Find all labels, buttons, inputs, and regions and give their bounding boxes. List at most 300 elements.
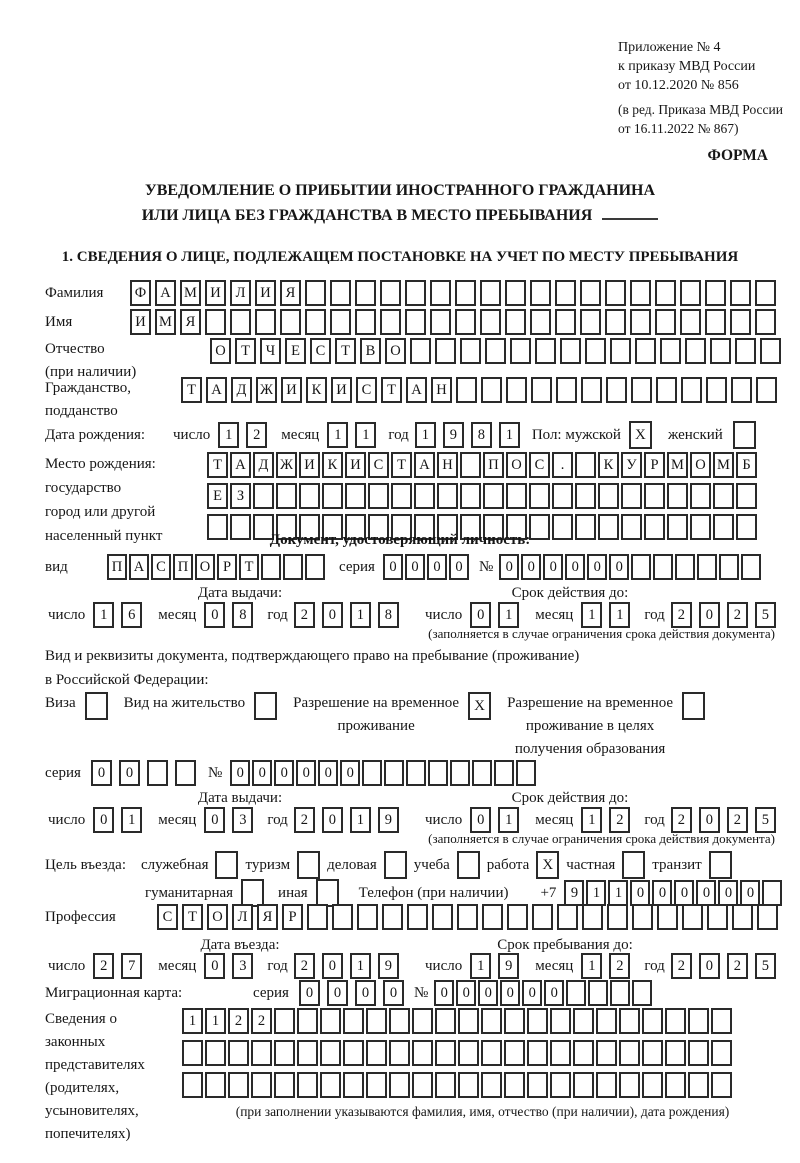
form-cell[interactable] <box>619 1040 640 1066</box>
form-cell[interactable] <box>330 309 351 335</box>
form-cell[interactable]: С <box>356 377 377 403</box>
form-cell[interactable]: Т <box>381 377 402 403</box>
form-cell[interactable]: А <box>406 377 427 403</box>
form-cell[interactable] <box>732 904 753 930</box>
form-cell[interactable]: А <box>129 554 149 580</box>
form-cell[interactable] <box>414 483 435 509</box>
form-cell[interactable] <box>582 904 603 930</box>
form-cell[interactable] <box>552 483 573 509</box>
form-cell[interactable] <box>481 377 502 403</box>
form-cell[interactable] <box>680 280 701 306</box>
form-cell[interactable]: 1 <box>498 807 519 833</box>
form-cell[interactable] <box>274 1008 295 1034</box>
form-cell[interactable]: 0 <box>674 880 694 906</box>
form-cell[interactable] <box>711 1072 732 1098</box>
form-cell[interactable] <box>430 280 451 306</box>
purpose-other-checkbox[interactable] <box>316 879 339 907</box>
form-cell[interactable]: И <box>205 280 226 306</box>
form-cell[interactable]: 2 <box>93 953 114 979</box>
form-cell[interactable]: 1 <box>470 953 491 979</box>
form-cell[interactable]: 2 <box>294 602 315 628</box>
form-cell[interactable] <box>450 760 470 786</box>
form-cell[interactable]: О <box>506 452 527 478</box>
form-cell[interactable]: 0 <box>456 980 476 1006</box>
purpose-official-checkbox[interactable] <box>215 851 238 879</box>
form-cell[interactable] <box>382 904 403 930</box>
form-cell[interactable]: В <box>360 338 381 364</box>
form-cell[interactable]: 0 <box>405 554 425 580</box>
form-cell[interactable] <box>644 483 665 509</box>
form-cell[interactable] <box>631 377 652 403</box>
form-cell[interactable]: 5 <box>755 807 776 833</box>
form-cell[interactable]: 0 <box>427 554 447 580</box>
form-cell[interactable] <box>505 309 526 335</box>
form-cell[interactable]: 1 <box>609 602 630 628</box>
form-cell[interactable]: 2 <box>671 602 692 628</box>
form-cell[interactable] <box>527 1008 548 1034</box>
form-cell[interactable] <box>481 1008 502 1034</box>
form-cell[interactable]: 0 <box>252 760 272 786</box>
form-cell[interactable] <box>389 1072 410 1098</box>
form-cell[interactable] <box>635 338 656 364</box>
form-cell[interactable]: 0 <box>630 880 650 906</box>
purpose-work-checkbox[interactable]: X <box>536 851 559 879</box>
form-cell[interactable] <box>660 338 681 364</box>
form-cell[interactable] <box>205 1072 226 1098</box>
form-cell[interactable]: 0 <box>383 980 404 1006</box>
form-cell[interactable]: М <box>155 309 176 335</box>
form-cell[interactable] <box>665 1072 686 1098</box>
form-cell[interactable] <box>605 280 626 306</box>
form-cell[interactable] <box>681 377 702 403</box>
form-cell[interactable]: 2 <box>294 807 315 833</box>
form-cell[interactable] <box>596 1072 617 1098</box>
form-cell[interactable]: Д <box>231 377 252 403</box>
form-cell[interactable] <box>632 980 652 1006</box>
form-cell[interactable] <box>280 309 301 335</box>
form-cell[interactable]: Ч <box>260 338 281 364</box>
form-cell[interactable]: 0 <box>718 880 738 906</box>
form-cell[interactable] <box>380 280 401 306</box>
form-cell[interactable]: 0 <box>699 602 720 628</box>
form-cell[interactable]: 1 <box>93 602 114 628</box>
form-cell[interactable]: И <box>255 280 276 306</box>
form-cell[interactable] <box>504 1008 525 1034</box>
form-cell[interactable]: С <box>151 554 171 580</box>
form-cell[interactable]: П <box>483 452 504 478</box>
form-cell[interactable]: 0 <box>565 554 585 580</box>
form-cell[interactable]: Л <box>230 280 251 306</box>
form-cell[interactable]: 1 <box>350 953 371 979</box>
form-cell[interactable] <box>230 309 251 335</box>
form-cell[interactable]: 2 <box>727 807 748 833</box>
form-cell[interactable] <box>619 1008 640 1034</box>
form-cell[interactable]: 9 <box>498 953 519 979</box>
form-cell[interactable] <box>575 452 596 478</box>
form-cell[interactable]: 8 <box>232 602 253 628</box>
form-cell[interactable] <box>667 483 688 509</box>
form-cell[interactable] <box>261 554 281 580</box>
form-cell[interactable]: 8 <box>378 602 399 628</box>
form-cell[interactable] <box>688 1072 709 1098</box>
form-cell[interactable]: 2 <box>609 953 630 979</box>
purpose-business-checkbox[interactable] <box>384 851 407 879</box>
form-cell[interactable]: 0 <box>470 807 491 833</box>
form-cell[interactable]: 6 <box>121 602 142 628</box>
form-cell[interactable] <box>530 309 551 335</box>
form-cell[interactable] <box>432 904 453 930</box>
form-cell[interactable]: 0 <box>204 953 225 979</box>
form-cell[interactable] <box>435 1008 456 1034</box>
form-cell[interactable]: И <box>299 452 320 478</box>
temporary-residence-checkbox[interactable]: X <box>468 692 491 720</box>
form-cell[interactable]: С <box>529 452 550 478</box>
form-cell[interactable]: З <box>230 483 251 509</box>
form-cell[interactable] <box>575 483 596 509</box>
form-cell[interactable]: М <box>713 452 734 478</box>
form-cell[interactable] <box>228 1040 249 1066</box>
form-cell[interactable] <box>555 309 576 335</box>
form-cell[interactable]: Т <box>181 377 202 403</box>
form-cell[interactable] <box>483 483 504 509</box>
form-cell[interactable] <box>516 760 536 786</box>
form-cell[interactable] <box>482 904 503 930</box>
form-cell[interactable]: 0 <box>609 554 629 580</box>
form-cell[interactable] <box>283 554 303 580</box>
form-cell[interactable]: Р <box>282 904 303 930</box>
form-cell[interactable] <box>228 1072 249 1098</box>
form-cell[interactable] <box>688 1008 709 1034</box>
form-cell[interactable] <box>610 980 630 1006</box>
form-cell[interactable] <box>557 904 578 930</box>
form-cell[interactable] <box>428 760 448 786</box>
form-cell[interactable] <box>680 309 701 335</box>
form-cell[interactable] <box>755 309 776 335</box>
form-cell[interactable]: М <box>667 452 688 478</box>
form-cell[interactable]: 1 <box>498 602 519 628</box>
form-cell[interactable]: Я <box>180 309 201 335</box>
form-cell[interactable]: 1 <box>608 880 628 906</box>
form-cell[interactable] <box>412 1040 433 1066</box>
form-cell[interactable] <box>665 1040 686 1066</box>
form-cell[interactable] <box>182 1040 203 1066</box>
form-cell[interactable]: С <box>368 452 389 478</box>
form-cell[interactable] <box>710 338 731 364</box>
form-cell[interactable]: 2 <box>246 422 267 448</box>
form-cell[interactable] <box>274 1072 295 1098</box>
form-cell[interactable] <box>566 980 586 1006</box>
form-cell[interactable] <box>585 338 606 364</box>
form-cell[interactable] <box>435 338 456 364</box>
form-cell[interactable]: Н <box>437 452 458 478</box>
form-cell[interactable]: 0 <box>383 554 403 580</box>
form-cell[interactable] <box>598 483 619 509</box>
form-cell[interactable] <box>529 483 550 509</box>
form-cell[interactable]: 9 <box>378 953 399 979</box>
form-cell[interactable]: 2 <box>251 1008 272 1034</box>
form-cell[interactable] <box>730 309 751 335</box>
form-cell[interactable]: 0 <box>296 760 316 786</box>
form-cell[interactable] <box>550 1040 571 1066</box>
form-cell[interactable]: 0 <box>91 760 112 786</box>
form-cell[interactable] <box>366 1072 387 1098</box>
form-cell[interactable] <box>355 309 376 335</box>
form-cell[interactable]: 9 <box>564 880 584 906</box>
form-cell[interactable] <box>506 377 527 403</box>
form-cell[interactable] <box>655 280 676 306</box>
form-cell[interactable] <box>713 483 734 509</box>
form-cell[interactable]: 0 <box>119 760 140 786</box>
form-cell[interactable]: 1 <box>205 1008 226 1034</box>
form-cell[interactable] <box>405 280 426 306</box>
form-cell[interactable] <box>581 377 602 403</box>
form-cell[interactable] <box>596 1040 617 1066</box>
form-cell[interactable] <box>706 377 727 403</box>
form-cell[interactable] <box>642 1072 663 1098</box>
form-cell[interactable]: И <box>130 309 151 335</box>
form-cell[interactable] <box>251 1040 272 1066</box>
form-cell[interactable]: Ж <box>256 377 277 403</box>
form-cell[interactable]: Р <box>644 452 665 478</box>
form-cell[interactable]: 2 <box>294 953 315 979</box>
form-cell[interactable] <box>389 1040 410 1066</box>
form-cell[interactable] <box>330 280 351 306</box>
form-cell[interactable] <box>530 280 551 306</box>
form-cell[interactable]: 0 <box>470 602 491 628</box>
form-cell[interactable]: 7 <box>121 953 142 979</box>
form-cell[interactable] <box>655 309 676 335</box>
form-cell[interactable] <box>588 980 608 1006</box>
form-cell[interactable] <box>697 554 717 580</box>
temporary-residence-education-checkbox[interactable] <box>682 692 705 720</box>
form-cell[interactable]: 1 <box>581 807 602 833</box>
form-cell[interactable] <box>756 377 777 403</box>
form-cell[interactable] <box>730 280 751 306</box>
form-cell[interactable] <box>406 760 426 786</box>
form-cell[interactable] <box>366 1040 387 1066</box>
form-cell[interactable]: О <box>195 554 215 580</box>
form-cell[interactable]: К <box>598 452 619 478</box>
form-cell[interactable] <box>731 377 752 403</box>
form-cell[interactable]: С <box>157 904 178 930</box>
form-cell[interactable] <box>736 483 757 509</box>
form-cell[interactable]: Е <box>207 483 228 509</box>
form-cell[interactable] <box>504 1040 525 1066</box>
form-cell[interactable]: 1 <box>182 1008 203 1034</box>
form-cell[interactable]: 1 <box>355 422 376 448</box>
form-cell[interactable]: Т <box>182 904 203 930</box>
form-cell[interactable] <box>297 1040 318 1066</box>
form-cell[interactable] <box>573 1072 594 1098</box>
form-cell[interactable]: 0 <box>322 602 343 628</box>
form-cell[interactable] <box>410 338 431 364</box>
form-cell[interactable] <box>481 1072 502 1098</box>
form-cell[interactable] <box>505 280 526 306</box>
form-cell[interactable] <box>297 1072 318 1098</box>
form-cell[interactable] <box>656 377 677 403</box>
form-cell[interactable]: 2 <box>727 953 748 979</box>
form-cell[interactable] <box>685 338 706 364</box>
form-cell[interactable] <box>682 904 703 930</box>
form-cell[interactable]: . <box>552 452 573 478</box>
form-cell[interactable]: 0 <box>500 980 520 1006</box>
form-cell[interactable]: А <box>414 452 435 478</box>
form-cell[interactable]: 0 <box>543 554 563 580</box>
form-cell[interactable] <box>707 904 728 930</box>
residence-permit-checkbox[interactable] <box>254 692 277 720</box>
form-cell[interactable]: 5 <box>755 602 776 628</box>
form-cell[interactable] <box>510 338 531 364</box>
form-cell[interactable] <box>632 904 653 930</box>
form-cell[interactable] <box>412 1072 433 1098</box>
form-cell[interactable]: 0 <box>434 980 454 1006</box>
form-cell[interactable]: О <box>385 338 406 364</box>
form-cell[interactable] <box>457 904 478 930</box>
female-checkbox[interactable] <box>733 421 756 449</box>
form-cell[interactable] <box>276 483 297 509</box>
form-cell[interactable] <box>531 377 552 403</box>
form-cell[interactable]: 1 <box>581 602 602 628</box>
form-cell[interactable]: Т <box>207 452 228 478</box>
form-cell[interactable]: 0 <box>478 980 498 1006</box>
form-cell[interactable] <box>606 377 627 403</box>
form-cell[interactable] <box>412 1008 433 1034</box>
form-cell[interactable] <box>380 309 401 335</box>
form-cell[interactable] <box>355 280 376 306</box>
form-cell[interactable] <box>619 1072 640 1098</box>
form-cell[interactable] <box>437 483 458 509</box>
form-cell[interactable] <box>435 1040 456 1066</box>
form-cell[interactable]: 1 <box>415 422 436 448</box>
form-cell[interactable] <box>305 309 326 335</box>
form-cell[interactable] <box>251 1072 272 1098</box>
purpose-humanitarian-checkbox[interactable] <box>241 879 264 907</box>
form-cell[interactable] <box>430 309 451 335</box>
form-cell[interactable]: Я <box>257 904 278 930</box>
form-cell[interactable] <box>407 904 428 930</box>
form-cell[interactable] <box>762 880 782 906</box>
form-cell[interactable] <box>480 280 501 306</box>
form-cell[interactable] <box>458 1072 479 1098</box>
form-cell[interactable] <box>550 1008 571 1034</box>
form-cell[interactable] <box>741 554 761 580</box>
form-cell[interactable]: 0 <box>204 602 225 628</box>
form-cell[interactable] <box>642 1008 663 1034</box>
form-cell[interactable] <box>320 1040 341 1066</box>
form-cell[interactable] <box>527 1072 548 1098</box>
form-cell[interactable]: 0 <box>699 953 720 979</box>
form-cell[interactable] <box>532 904 553 930</box>
form-cell[interactable] <box>456 377 477 403</box>
form-cell[interactable] <box>389 1008 410 1034</box>
form-cell[interactable]: Т <box>335 338 356 364</box>
form-cell[interactable]: А <box>155 280 176 306</box>
form-cell[interactable]: 0 <box>587 554 607 580</box>
purpose-transit-checkbox[interactable] <box>709 851 732 879</box>
form-cell[interactable]: 0 <box>499 554 519 580</box>
purpose-tourism-checkbox[interactable] <box>297 851 320 879</box>
form-cell[interactable] <box>621 483 642 509</box>
form-cell[interactable]: 1 <box>581 953 602 979</box>
form-cell[interactable] <box>690 483 711 509</box>
form-cell[interactable]: 0 <box>699 807 720 833</box>
form-cell[interactable]: О <box>207 904 228 930</box>
form-cell[interactable]: 3 <box>232 807 253 833</box>
form-cell[interactable]: 5 <box>755 953 776 979</box>
form-cell[interactable] <box>205 309 226 335</box>
form-cell[interactable]: С <box>310 338 331 364</box>
purpose-private-checkbox[interactable] <box>622 851 645 879</box>
form-cell[interactable] <box>573 1040 594 1066</box>
form-cell[interactable] <box>757 904 778 930</box>
form-cell[interactable] <box>555 280 576 306</box>
form-cell[interactable]: Т <box>239 554 259 580</box>
form-cell[interactable] <box>504 1072 525 1098</box>
form-cell[interactable] <box>642 1040 663 1066</box>
form-cell[interactable]: И <box>345 452 366 478</box>
form-cell[interactable]: Н <box>431 377 452 403</box>
form-cell[interactable] <box>657 904 678 930</box>
form-cell[interactable] <box>573 1008 594 1034</box>
form-cell[interactable] <box>653 554 673 580</box>
form-cell[interactable] <box>343 1008 364 1034</box>
form-cell[interactable]: Т <box>235 338 256 364</box>
form-cell[interactable] <box>735 338 756 364</box>
form-cell[interactable]: 1 <box>350 602 371 628</box>
form-cell[interactable]: 8 <box>471 422 492 448</box>
form-cell[interactable]: А <box>206 377 227 403</box>
form-cell[interactable] <box>605 309 626 335</box>
form-cell[interactable]: 2 <box>671 807 692 833</box>
form-cell[interactable] <box>205 1040 226 1066</box>
form-cell[interactable] <box>506 483 527 509</box>
form-cell[interactable]: 0 <box>696 880 716 906</box>
form-cell[interactable]: 1 <box>350 807 371 833</box>
form-cell[interactable] <box>711 1040 732 1066</box>
form-cell[interactable] <box>675 554 695 580</box>
form-cell[interactable] <box>535 338 556 364</box>
form-cell[interactable] <box>481 1040 502 1066</box>
form-cell[interactable] <box>147 760 168 786</box>
form-cell[interactable]: 1 <box>327 422 348 448</box>
form-cell[interactable]: Ф <box>130 280 151 306</box>
form-cell[interactable] <box>580 309 601 335</box>
form-cell[interactable]: К <box>306 377 327 403</box>
form-cell[interactable]: 0 <box>299 980 320 1006</box>
form-cell[interactable] <box>760 338 781 364</box>
form-cell[interactable] <box>705 280 726 306</box>
form-cell[interactable]: 2 <box>609 807 630 833</box>
form-cell[interactable] <box>175 760 196 786</box>
form-cell[interactable] <box>182 1072 203 1098</box>
form-cell[interactable] <box>507 904 528 930</box>
form-cell[interactable]: Д <box>253 452 274 478</box>
male-checkbox[interactable]: X <box>629 421 652 449</box>
form-cell[interactable]: Р <box>217 554 237 580</box>
form-cell[interactable] <box>366 1008 387 1034</box>
form-cell[interactable] <box>345 483 366 509</box>
form-cell[interactable]: К <box>322 452 343 478</box>
form-cell[interactable] <box>631 554 651 580</box>
form-cell[interactable] <box>305 280 326 306</box>
form-cell[interactable] <box>494 760 514 786</box>
form-cell[interactable]: А <box>230 452 251 478</box>
form-cell[interactable]: М <box>180 280 201 306</box>
form-cell[interactable] <box>580 280 601 306</box>
form-cell[interactable] <box>362 760 382 786</box>
form-cell[interactable] <box>320 1072 341 1098</box>
form-cell[interactable]: П <box>107 554 127 580</box>
